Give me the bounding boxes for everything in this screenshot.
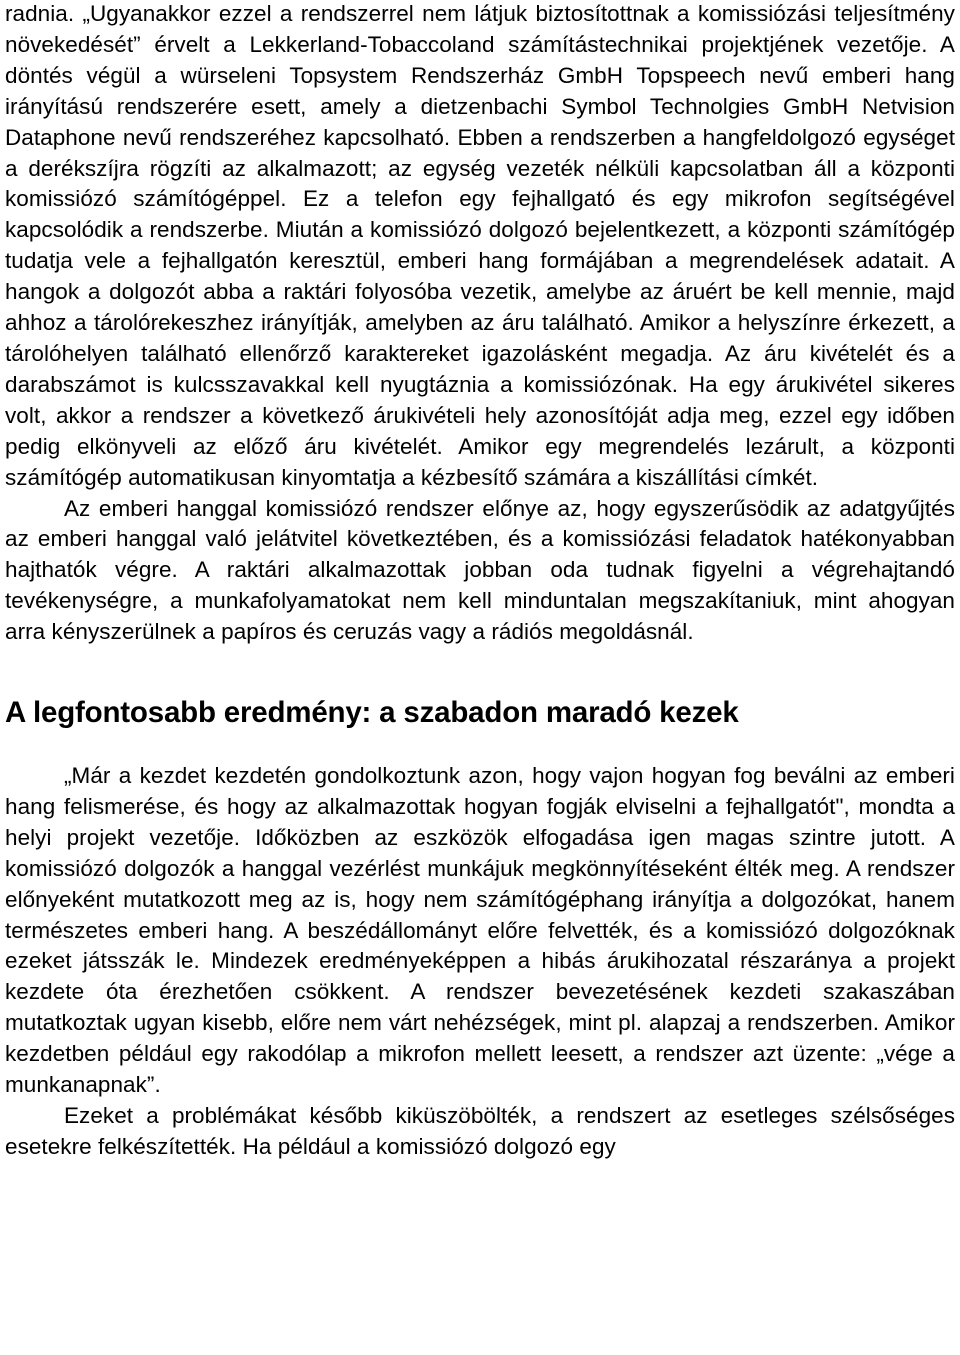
- section-heading: A legfontosabb eredmény: a szabadon maradó kezek: [5, 696, 739, 730]
- body-paragraph: Ezeket a problémákat később kiküszöbölték, a rendszert az esetleges szélsőséges esetekre felkészítették. Ha például a komissiózó dolgozó egy: [5, 1103, 955, 1159]
- body-paragraph: „Már a kezdet kezdetén gondolkoztunk azon, hogy vajon hogyan fog beválni az emberi hang felismerése, és hogy az alkalmazottak hogyan fogják elviselni a fejhallgatót", mondta a helyi projekt vezetője. Időközben az eszközök elfogadása igen magas szintre jutott. A komissiózó dolgozók a hanggal vezérlést munkájuk megkönnyítéseként élték meg. A rendszer előnyeként mutatkozott meg az is, hogy nem számítógéphang irányítja a dolgozókat, hanem természetes emberi hang. A beszédállományt előre felvették, és a komissiózó dolgozóknak ezeket játsszák le. Mindezek eredményeképpen a hibás árukihozatal részaránya a projekt kezdete óta érezhetően csökkent. A rendszer bevezetésének kezdeti szakaszában mutatkoztak ugyan kisebb, előre nem várt nehézségek, mint pl. alapzaj a rendszerben. Amikor kezdetben például egy rakodólap a mikrofon mellett leesett, a rendszer azt üzente: „vége a munkanapnak”.: [5, 763, 955, 1098]
- body-paragraph: radnia. „Ugyanakkor ezzel a rendszerrel nem látjuk biztosítottnak a komissiózási teljesítmény növekedését” érvelt a Lekkerland-Tobaccoland számítástechnikai projektjének vezetője. A döntés végül a würseleni Topsystem Rendszerház GmbH Topspeech nevű emberi hang irányítású rendszerére esett, amely a dietzenbachi Symbol Technolgies GmbH Netvision Dataphone nevű rendszeréhez kapcsolható. Ebben a rendszerben a hangfeldolgozó egységet a derékszíjra rögzíti az alkalmazott; az egység vezeték nélküli kapcsolatban áll a központi komissiózó számítógéppel. Ez a telefon egy fejhallgató és egy mikrofon segítségével kapcsolódik a rendszerbe. Miután a komissiózó dolgozó bejelentkezett, a központi számítógép tudatja vele a fejhallgatón keresztül, emberi hang formájában a megrendelések adatait. A hangok a dolgozót abba a raktári folyosóba vezetik, amelybe az áruért be kell mennie, majd ahhoz a tárolórekeszhez irányítják, amelyben az áru található. Amikor a helyszínre érkezett, a tárolóhelyen található ellenőrző karaktereket igazolásként megadja. Az áru kivételét és a darabszámot is kulcsszavakkal kell nyugtáznia a komissiózónak. Ha egy árukivétel sikeres volt, akkor a rendszer a következő árukivételi hely azonosítóját adja meg, ezzel egy időben pedig elkönyveli az előző áru kivételét. Amikor egy megrendelés lezárult, a központi számítógép automatikusan kinyomtatja a kézbesítő számára a kiszállítási címkét.: [5, 1, 955, 490]
- body-paragraph: Az emberi hanggal komissiózó rendszer előnye az, hogy egyszerűsödik az adatgyűjtés az emberi hanggal való jelátvitel következtében, és a komissiózási feladatok hatékonyabban hajthatók végre. A raktári alkalmazottak jobban oda tudnak figyelni a végrehajtandó tevékenységre, a munkafolyamatokat nem kell minduntalan megszakítaniuk, mint ahogyan arra kényszerülnek a papíros és ceruzás vagy a rádiós megoldásnál.: [5, 495, 955, 645]
- document-page: [5, 0, 955, 1163]
